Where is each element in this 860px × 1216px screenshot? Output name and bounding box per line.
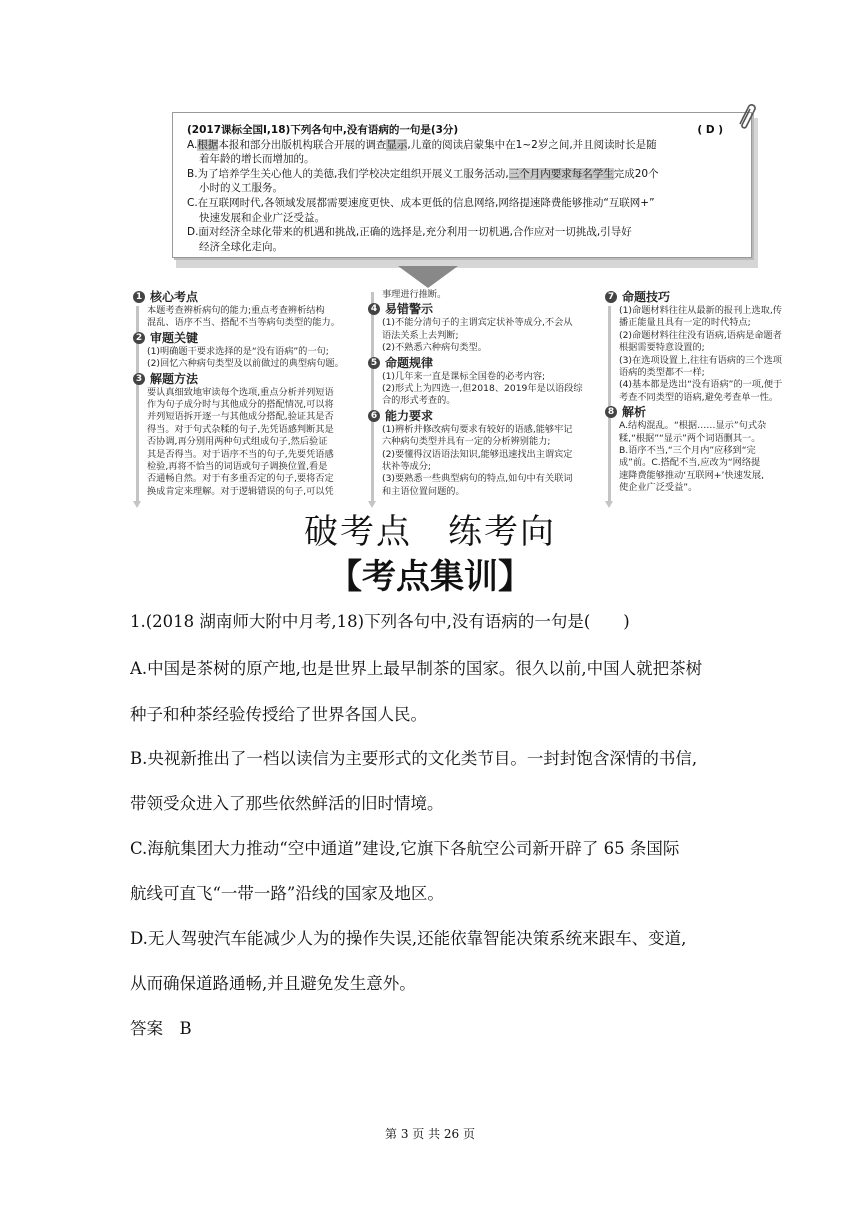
example-stem: (2017课标全国Ⅰ,18)下列各句中,没有语病的一句是(3分): [187, 124, 459, 136]
section-title: 易错警示: [385, 302, 434, 317]
number-5-icon: 5: [368, 357, 380, 369]
number-1-icon: 1: [133, 291, 145, 303]
section-explanation: [605, 404, 815, 494]
section-body: A.结构混乱。“根据……显示”句式杂 糅,“根据”“显示”两个词语删其一。 B.语序不当,“三个月内”应移到“完 成”前。C.搭配不当,应改为“网络提 速降费能够推动‘互联网+’快速发展, 使企业广泛受益”。: [619, 420, 767, 494]
section-method: [133, 371, 365, 499]
number-2-icon: 2: [133, 332, 145, 344]
example-option-d: D.面对经济全球化带来的机遇和挑战,正确的选择是,充分利用一切机遇,合作应对一切挑战,引导好 经济全球化走向。: [187, 226, 632, 253]
option-b-line-2: 带领受众进入了那些依然鲜活的旧时情境。: [130, 794, 444, 813]
example-option-b: B.为了培养学生关心他人的美德,我们学校决定组织开展义工服务活动,三个月内要求每名学生完成20个 小时的义工服务。: [187, 167, 659, 195]
option-c-line-2: 航线可直飞“一带一路”沿线的国家及地区。: [130, 884, 444, 903]
number-4-icon: 4: [368, 303, 380, 315]
example-option-c: C.在互联网时代,各领域发展都需要速度更快、成本更低的信息网络,网络提速降费能够推动“互联网+” 快速发展和企业广泛受益。: [187, 196, 655, 224]
paperclip-icon: [734, 100, 756, 130]
example-question-card: [172, 112, 752, 258]
number-6-icon: 6: [368, 410, 380, 422]
option-c-line-1: C.海航集团大力推动“空中通道”建设,它旗下各航空公司新开辟了 65 条国际: [130, 839, 680, 858]
analysis-column-3: [605, 289, 815, 495]
section-title: 能力要求: [385, 408, 434, 423]
section-key-point: [133, 330, 365, 371]
section-technique: [605, 289, 815, 404]
section-title: 命题技巧: [622, 290, 671, 304]
section-warning: [368, 301, 606, 354]
page-footer: 第 3 页 共 26 页: [385, 1127, 475, 1141]
answer-line: 答案 B: [130, 1019, 192, 1038]
section-pattern: [368, 355, 606, 408]
option-a-line-2: 种子和种茶经验传授给了世界各国人民。: [130, 705, 427, 724]
section-body: 本题考查辨析病句的能力;重点考查辨析结构 混乱、语序不当、搭配不当等病句类型的能力。: [147, 305, 340, 329]
highlight-sangeyue: 三个月内要求每名学生: [508, 167, 614, 180]
example-answer: ( D ): [697, 124, 723, 136]
section-core-point: [133, 289, 365, 330]
option-a-line-1: A.中国是茶树的原产地,也是世界上最早制茶的国家。很久以前,中国人就把茶树: [130, 659, 703, 678]
option-d-line-1: D.无人驾驶汽车能减少人为的操作失误,还能依靠智能决策系统来跟车、变道,: [130, 929, 687, 948]
section-title: 解题方法: [150, 371, 199, 386]
section-body: (1)明确题干要求选择的是“没有语病”的一句; (2)回忆六种病句类型及以前做过的典型病句题。: [147, 345, 344, 370]
section-title: 审题关键: [150, 330, 199, 345]
option-b-line-1: B.央视新推出了一档以读信为主要形式的文化类节目。一封封饱含深情的书信,: [130, 749, 698, 768]
section-heading: 破考点 练考向: [304, 512, 556, 552]
section-title: 解析: [622, 405, 647, 420]
down-arrow-icon: [398, 266, 458, 288]
section-title: 核心考点: [150, 290, 199, 304]
number-7-icon: 7: [605, 291, 617, 303]
section-body: (1)不能分清句子的主谓宾定状补等成分,不会从 语法关系上去判断; (2)不熟悉六种病句类型。: [382, 317, 573, 354]
analysis-column-2: [368, 289, 606, 498]
highlight-xianshi: 显示: [386, 138, 408, 151]
example-option-a: A.根据本报和部分出版机构联合开展的调查显示,儿童的阅读启蒙集中在1~2岁之间,并且阅读时长是随 着年龄的增长而增加的。: [187, 138, 657, 166]
question-stem: 1.(2018 湖南师大附中月考,18)下列各句中,没有语病的一句是( ): [130, 612, 630, 631]
highlight-genju: 根据: [197, 138, 219, 151]
number-3-icon: 3: [133, 373, 145, 385]
number-8-icon: 8: [605, 406, 617, 418]
analysis-column-1: [133, 289, 365, 498]
section-body: (1)命题材料往往从最新的报刊上选取,传 播正能量且具有一定的时代特点; (2)命题材料往往没有语病,语病是命题者 根据需要特意设置的; (3)在选项设置上,往往有语病的三个选项 语病的类型都不一样; (4)基本都是选出“没有语病”的一项,便于 考查不同类型的语病,避免考查单一性。: [619, 305, 783, 403]
example-stem-row: [187, 123, 737, 138]
subsection-heading: 【考点集训】: [328, 557, 532, 597]
section-method-continued: 事理进行推断。: [382, 289, 447, 300]
section-body: 要认真细致地审读每个选项,重点分析并列短语 作为句子成分时与其他成分的搭配情况,可以将 并列短语拆开逐一与其他成分搭配,验证其是否 得当。对于句式杂糅的句子,先凭语感判断其是 否协调,再分别用两种句式组成句子,然后验证 其是否得当。对于语序不当的句子,先要凭语感 检验,再将不恰当的词语或句子调换位置,看是 否通畅自然。对于有多重否定的句子,要将否定 换成肯定来理解。对于逻辑错误的句子,可以凭: [147, 386, 334, 497]
section-body: (1)辨析并修改病句要求有较好的语感,能够牢记 六种病句类型并具有一定的分析辨别能力; (2)要懂得汉语语法知识,能够迅速找出主谓宾定 状补等成分; (3)要熟悉一些典型病句的特点,如句中有关联词 和主语位置问题的。: [382, 423, 573, 497]
section-title: 命题规律: [385, 355, 434, 370]
section-ability: [368, 408, 606, 498]
option-d-line-2: 从而确保道路通畅,并且避免发生意外。: [130, 974, 416, 993]
section-body: (1)几年来一直是课标全国卷的必考内容; (2)形式上为四选一,但2018、2019年是以语段综 合的形式考查的。: [382, 370, 583, 407]
